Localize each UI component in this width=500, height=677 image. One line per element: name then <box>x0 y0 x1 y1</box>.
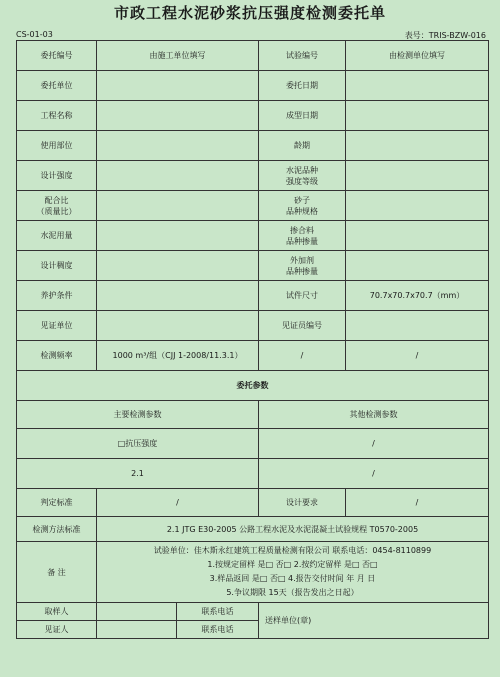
section-commission-params: 委托参数 <box>17 371 489 401</box>
value-cement-amount[interactable] <box>97 221 259 251</box>
label-witness-no: 见证员编号 <box>259 311 346 341</box>
label-mix-ratio-line1: 配合比 <box>44 195 69 205</box>
value-commission-no[interactable]: 由施工单位填写 <box>97 41 259 71</box>
value-usage-part[interactable] <box>97 131 259 161</box>
value-cement-type[interactable] <box>346 161 489 191</box>
page-title: 市政工程水泥砂浆抗压强度检测委托单 <box>113 4 386 22</box>
value-sampler[interactable] <box>97 603 177 621</box>
value-judge-standard: / <box>97 489 259 517</box>
label-design-requirement: 设计要求 <box>259 489 346 517</box>
value-witness[interactable] <box>97 621 177 639</box>
label-curing-condition: 养护条件 <box>17 281 97 311</box>
sending-unit-seal-text: 送样单位(章) <box>265 616 312 625</box>
value-test-no[interactable]: 由检测单位填写 <box>346 41 489 71</box>
param-main-2: 2.1 <box>17 459 259 489</box>
value-age[interactable] <box>346 131 489 161</box>
table-code: 表号：TRIS-BZW-016 <box>404 31 486 40</box>
label-cement-amount: 水泥用量 <box>17 221 97 251</box>
value-curing-condition[interactable] <box>97 281 259 311</box>
label-forming-date: 成型日期 <box>259 101 346 131</box>
value-witness-no[interactable] <box>346 311 489 341</box>
label-mix-ratio <box>17 191 97 221</box>
label-design-consistency: 设计稠度 <box>17 251 97 281</box>
remarks-content <box>97 542 489 603</box>
form-code: CS-01-03 <box>16 30 53 39</box>
header-main-params: 主要检测参数 <box>17 401 259 429</box>
value-admixture[interactable] <box>346 221 489 251</box>
label-sand-line2: 品种规格 <box>286 206 318 216</box>
remarks-line-2[interactable]: 1.按规定留样 是□ 否□ 2.按约定留样 是□ 否□ <box>207 560 378 569</box>
label-commission-no: 委托编号 <box>17 41 97 71</box>
label-witness: 见证人 <box>17 621 97 639</box>
label-sending-unit-seal <box>259 603 489 639</box>
label-witness-unit: 见证单位 <box>17 311 97 341</box>
label-commission-date: 委托日期 <box>259 71 346 101</box>
remarks-line-1: 试验单位：佳木斯永红建筑工程质量检测有限公司 联系电话：0454-8110899 <box>153 546 432 555</box>
value-client-unit[interactable] <box>97 71 259 101</box>
value-test-frequency: 1000 m³/组（CJJ 1-2008/11.3.1） <box>97 341 259 371</box>
label-mix-ratio-line2: （质量比） <box>36 206 77 216</box>
label-sand-line1: 砂子 <box>294 195 310 205</box>
label-test-no: 试验编号 <box>259 41 346 71</box>
label-test-method: 检测方法标准 <box>17 517 97 542</box>
label-specimen-size: 试件尺寸 <box>259 281 346 311</box>
label-additive-line1: 外加剂 <box>290 255 314 265</box>
value-additive[interactable] <box>346 251 489 281</box>
value-design-strength[interactable] <box>97 161 259 191</box>
label-additive-line2: 品种掺量 <box>286 266 318 276</box>
label-phone-1: 联系电话 <box>177 603 259 621</box>
label-client-unit: 委托单位 <box>17 71 97 101</box>
label-remarks: 备 注 <box>17 542 97 603</box>
value-mix-ratio[interactable] <box>97 191 259 221</box>
label-usage-part: 使用部位 <box>17 131 97 161</box>
label-judge-standard: 判定标准 <box>17 489 97 517</box>
remarks-line-3[interactable]: 3.样品返回 是□ 否□ 4.报告交付时间 年 月 日 <box>209 574 376 583</box>
label-age: 龄期 <box>259 131 346 161</box>
param-other-2: / <box>259 459 489 489</box>
value-test-method: 2.1 JTG E30-2005 公路工程水泥及水泥混凝土试验规程 T0570-2005 <box>97 517 489 542</box>
label-cement-type-line2: 强度等级 <box>286 176 318 186</box>
header-other-params: 其他检测参数 <box>259 401 489 429</box>
value-commission-date[interactable] <box>346 71 489 101</box>
value-forming-date[interactable] <box>346 101 489 131</box>
label-cement-type-line1: 水泥品种 <box>286 165 318 175</box>
label-phone-2: 联系电话 <box>177 621 259 639</box>
commission-form-table <box>16 40 489 639</box>
label-admixture-line1: 掺合料 <box>290 225 314 235</box>
value-frequency-slash-2: / <box>346 341 489 371</box>
value-sand[interactable] <box>346 191 489 221</box>
value-specimen-size: 70.7x70.7x70.7（mm） <box>346 281 489 311</box>
value-design-consistency[interactable] <box>97 251 259 281</box>
label-admixture <box>259 221 346 251</box>
param-other-1: / <box>259 429 489 459</box>
value-witness-unit[interactable] <box>97 311 259 341</box>
label-project-name: 工程名称 <box>17 101 97 131</box>
label-cement-type <box>259 161 346 191</box>
remarks-line-4: 5.争议期限 15天（报告发出之日起） <box>226 588 359 597</box>
label-admixture-line2: 品种掺量 <box>286 236 318 246</box>
param-compressive-strength-checkbox[interactable]: □抗压强度 <box>17 429 259 459</box>
label-sand <box>259 191 346 221</box>
label-test-frequency: 检测频率 <box>17 341 97 371</box>
value-frequency-slash-1: / <box>259 341 346 371</box>
value-design-requirement: / <box>346 489 489 517</box>
label-design-strength: 设计强度 <box>17 161 97 191</box>
label-additive <box>259 251 346 281</box>
value-project-name[interactable] <box>97 101 259 131</box>
label-sampler: 取样人 <box>17 603 97 621</box>
